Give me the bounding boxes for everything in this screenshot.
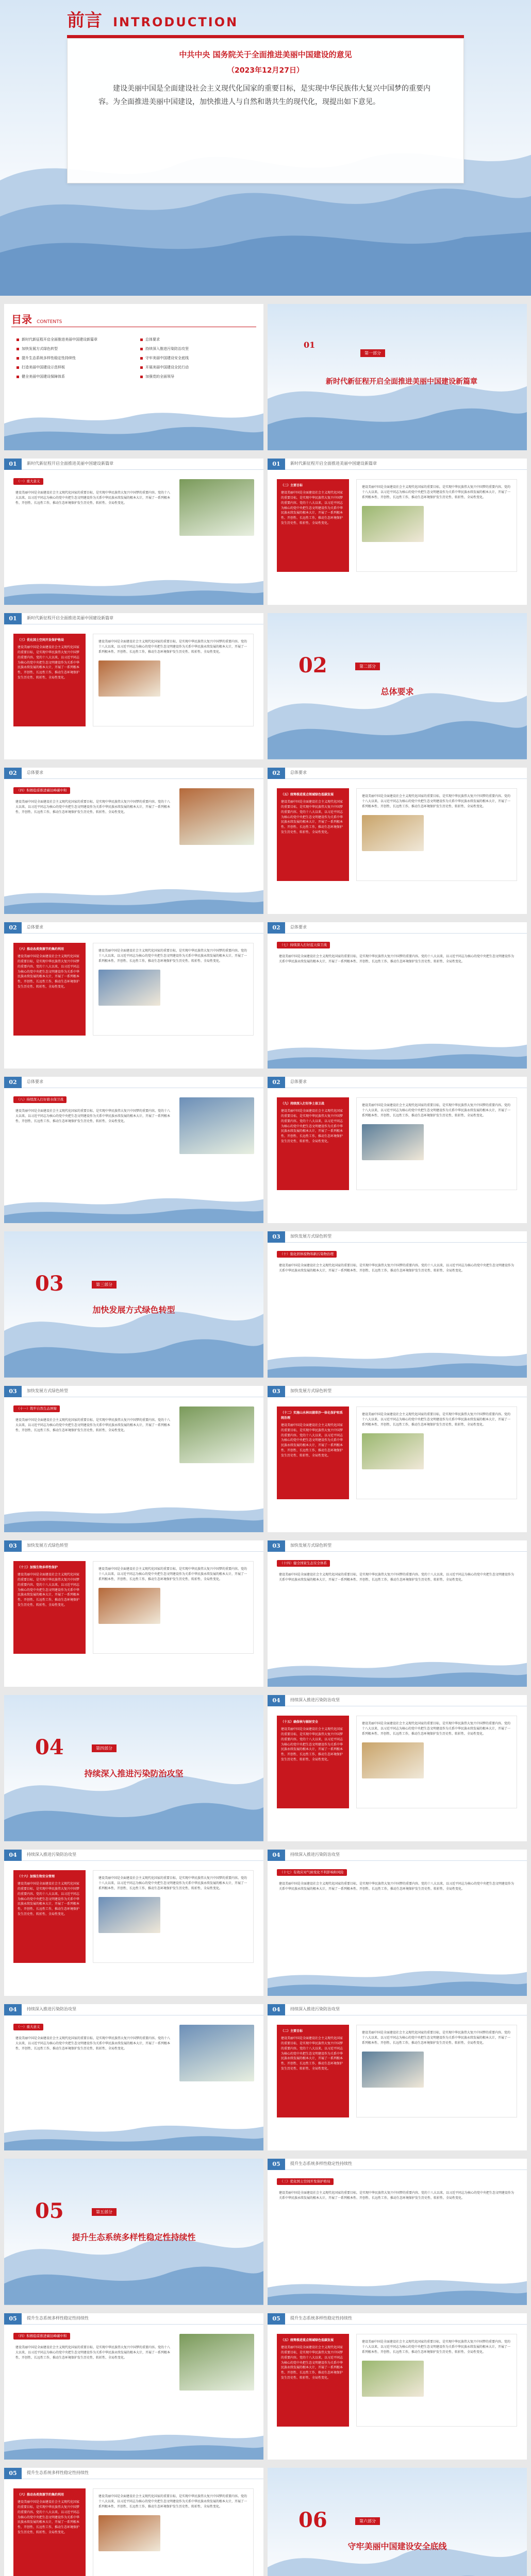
preface-body: 建设美丽中国是全面建设社会主义现代化国家的重要目标，是实现中华民族伟大复兴中国梦的重要内容。为全面推进美丽中国建设，加快推进人与自然和谐共生的现代化，现提出如下意见。 [98, 84, 430, 106]
content-slide [268, 1077, 527, 1223]
mountain-bg [268, 1037, 527, 1069]
body-text: 建设美丽中国是全面建设社会主义现代化国家的重要目标，是实现中华民族伟大复兴中国梦的重要内容。党的十八大以来，以习近平同志为核心的党中央把生态文明建设作为关系中华民族永续发展的根本大计，开展了一系列根本性、开创性、长远性工作，推动生态环境保护发生历史性、转折性、全局性变化。 [279, 1264, 515, 1273]
mountain-bg [268, 1655, 527, 1687]
photo-image [179, 2334, 254, 2391]
slide-title: 总体要求 [290, 1079, 307, 1084]
red-panel-title: （十二）实施山水林田湖草沙一体化保护和系统治理 [281, 1411, 343, 1420]
slide-title: 持续深入推进污染防治攻坚 [290, 1852, 340, 1857]
content-slide [268, 1386, 527, 1532]
photo-image [98, 1588, 160, 1624]
red-panel-text: 建设美丽中国是全面建设社会主义现代化国家的重要目标，是实现中华民族伟大复兴中国梦的重要内容。党的十八大以来，以习近平同志为核心的党中央把生态文明建设作为关系中华民族永续发展的根本大计，开展了一系列根本性、开创性、长远性工作，推动生态环境保护发生历史性、转折性、全局性变化。 [281, 1727, 343, 1762]
slide-header [268, 1231, 527, 1243]
body-text: 建设美丽中国是全面建设社会主义现代化国家的重要目标，是实现中华民族伟大复兴中国梦的重要内容。党的十八大以来，以习近平同志为核心的党中央把生态文明建设作为关系中华民族永续发展的根本大计，开展了一系列根本性、开创性、长远性工作，推动生态环境保护发生历史性、转折性、全局性变化。 [15, 1418, 171, 1433]
body-text: 建设美丽中国是全面建设社会主义现代化国家的重要目标，是实现中华民族伟大复兴中国梦的重要内容。党的十八大以来，以习近平同志为核心的党中央把生态文明建设作为关系中华民族永续发展的根本大计，开展了一系列根本性、开创性、长远性工作，推动生态环境保护发生历史性、转折性、全局性变化。 [279, 955, 515, 964]
slide-number: 02 [268, 922, 285, 934]
toc-item-label: 总体要求 [145, 337, 160, 342]
part-number: 02 [298, 653, 327, 677]
slide-number: 02 [268, 1077, 285, 1088]
part-label: 第二部分 [355, 663, 380, 670]
slide-number: 03 [4, 1386, 22, 1397]
photo-image [362, 1742, 424, 1778]
slide-title: 加快发展方式绿色转型 [290, 1234, 331, 1239]
content-slide [4, 1077, 263, 1223]
body-text: 建设美丽中国是全面建设社会主义现代化国家的重要目标，是实现中华民族伟大复兴中国梦的重要内容。党的十八大以来，以习近平同志为核心的党中央把生态文明建设作为关系中华民族永续发展的根本大计，开展了一系列根本性、开创性、长远性工作，推动生态环境保护发生历史性、转折性、全局性变化。 [98, 2495, 247, 2509]
bullet-icon [16, 366, 19, 369]
toc-item[interactable] [140, 374, 254, 379]
slide-header [4, 1386, 263, 1397]
part-title: 加快发展方式绿色转型 [92, 1305, 175, 1315]
header-rule [22, 1860, 263, 1861]
header-rule [285, 2324, 527, 2325]
red-panel-title: （十五）确保核与辐射安全 [281, 1720, 319, 1724]
part-title: 提升生态系统多样性稳定性持续性 [72, 2232, 196, 2242]
red-panel-text: 建设美丽中国是全面建设社会主义现代化国家的重要目标，是实现中华民族伟大复兴中国梦的重要内容。党的十八大以来，以习近平同志为核心的党中央把生态文明建设作为关系中华民族永续发展的根本大计，开展了一系列根本性、开创性、长远性工作，推动生态环境保护发生历史性、转折性、全局性变化。 [281, 2036, 343, 2071]
content-slide [268, 459, 527, 605]
toc-item-label: 守牢美丽中国建设安全底线 [145, 356, 189, 360]
bullet-icon [16, 357, 19, 360]
header-rule [285, 1551, 527, 1552]
red-panel-title: （五）统筹推进重点领域绿色低碳发展 [281, 2338, 334, 2342]
content-slide [268, 1850, 527, 1996]
body-text: 建设美丽中国是全面建设社会主义现代化国家的重要目标，是实现中华民族伟大复兴中国梦的重要内容。党的十八大以来，以习近平同志为核心的党中央把生态文明建设作为关系中华民族永续发展的根本大计，开展了一系列根本性、开创性、长远性工作，推动生态环境保护发生历史性、转折性、全局性变化。 [362, 794, 511, 809]
slide-title: 新时代新征程开启全面推进美丽中国建设新篇章 [27, 461, 113, 466]
photo-image [98, 970, 160, 1006]
text-panel [356, 1406, 517, 1499]
header-rule [22, 933, 263, 934]
slide-title: 持续深入推进污染防治攻坚 [290, 2007, 340, 2011]
toc-item-label: 新时代新征程开启全面推进美丽中国建设新篇章 [22, 337, 97, 342]
slide-number: 01 [4, 459, 22, 470]
red-panel [13, 943, 86, 1036]
red-panel-text: 建设美丽中国是全面建设社会主义现代化国家的重要目标，是实现中华民族伟大复兴中国梦的重要内容。党的十八大以来，以习近平同志为核心的党中央把生态文明建设作为关系中华民族永续发展的根本大计，开展了一系列根本性、开创性、长远性工作，推动生态环境保护发生历史性、转折性、全局性变化。 [18, 1882, 80, 1917]
photo-image [179, 479, 254, 536]
mountain-bg [4, 1500, 263, 1532]
toc-item[interactable] [140, 355, 254, 361]
content-slide [4, 922, 263, 1069]
content-slide [4, 768, 263, 914]
section-tag: （一）重大意义 [13, 2024, 43, 2030]
toc-item[interactable] [16, 355, 130, 361]
slide-title: 持续深入推进污染防治攻坚 [27, 1852, 76, 1857]
mountain-bg [268, 1964, 527, 1996]
red-panel-text: 建设美丽中国是全面建设社会主义现代化国家的重要目标，是实现中华民族伟大复兴中国梦的重要内容。党的十八大以来，以习近平同志为核心的党中央把生态文明建设作为关系中华民族永续发展的根本大计，开展了一系列根本性、开创性、长远性工作，推动生态环境保护发生历史性、转折性、全局性变化。 [18, 954, 80, 989]
header-rule [285, 933, 527, 934]
content-slide [4, 1386, 263, 1532]
header-rule [285, 778, 527, 779]
toc-item-label: 提升生态系统多样性稳定性持续性 [22, 356, 76, 360]
slide-number: 02 [4, 1077, 22, 1088]
slide-header [4, 1850, 263, 1861]
header-rule [285, 469, 527, 470]
slide-number: 05 [4, 2313, 22, 2325]
red-panel [277, 479, 349, 572]
content-slide [4, 459, 263, 605]
text-panel [93, 2488, 254, 2576]
header-rule [285, 1860, 527, 1861]
slide-header [268, 2159, 527, 2170]
slide-header [4, 768, 263, 779]
slide-number: 04 [4, 1850, 22, 1861]
red-panel-text: 建设美丽中国是全面建设社会主义现代化国家的重要目标，是实现中华民族伟大复兴中国梦的重要内容。党的十八大以来，以习近平同志为核心的党中央把生态文明建设作为关系中华民族永续发展的根本大计，开展了一系列根本性、开创性、长远性工作，推动生态环境保护发生历史性、转折性、全局性变化。 [18, 1572, 80, 1607]
red-panel-title: （二）主要目标 [281, 2029, 303, 2033]
body-text: 建设美丽中国是全面建设社会主义现代化国家的重要目标，是实现中华民族伟大复兴中国梦的重要内容。党的十八大以来，以习近平同志为核心的党中央把生态文明建设作为关系中华民族永续发展的根本大计，开展了一系列根本性、开创性、长远性工作，推动生态环境保护发生历史性、转折性、全局性变化。 [15, 1109, 171, 1124]
slide-header [4, 1077, 263, 1088]
text-panel [356, 2025, 517, 2117]
red-panel [277, 1406, 349, 1499]
slide-header [4, 2313, 263, 2325]
content-slide [4, 2004, 263, 2150]
content-slide [268, 768, 527, 914]
content-slide [268, 2004, 527, 2150]
slide-header [4, 2004, 263, 2015]
red-panel-text: 建设美丽中国是全面建设社会主义现代化国家的重要目标，是实现中华民族伟大复兴中国梦的重要内容。党的十八大以来，以习近平同志为核心的党中央把生态文明建设作为关系中华民族永续发展的根本大计，开展了一系列根本性、开创性、长远性工作，推动生态环境保护发生历史性、转折性、全局性变化。 [281, 2345, 343, 2380]
body-text: 建设美丽中国是全面建设社会主义现代化国家的重要目标，是实现中华民族伟大复兴中国梦的重要内容。党的十八大以来，以习近平同志为核心的党中央把生态文明建设作为关系中华民族永续发展的根本大计，开展了一系列根本性、开创性、长远性工作，推动生态环境保护发生历史性、转折性、全局性变化。 [98, 949, 247, 963]
body-text: 建设美丽中国是全面建设社会主义现代化国家的重要目标，是实现中华民族伟大复兴中国梦的重要内容。党的十八大以来，以习近平同志为核心的党中央把生态文明建设作为关系中华民族永续发展的根本大计，开展了一系列根本性、开创性、长远性工作，推动生态环境保护发生历史性、转折性、全局性变化。 [98, 1567, 247, 1582]
slide-number: 03 [268, 1386, 285, 1397]
content-slide [268, 2313, 527, 2460]
slide-number: 02 [4, 768, 22, 779]
slide-header [4, 1540, 263, 1552]
mountain-bg [4, 398, 263, 450]
part-number: 01 [304, 340, 316, 350]
slide-header [4, 2468, 263, 2479]
red-panel-title: （九）持续深入打好净土保卫战 [281, 1102, 325, 1106]
red-panel-text: 建设美丽中国是全面建设社会主义现代化国家的重要目标，是实现中华民族伟大复兴中国梦的重要内容。党的十八大以来，以习近平同志为核心的党中央把生态文明建设作为关系中华民族永续发展的根本大计，开展了一系列根本性、开创性、长远性工作，推动生态环境保护发生历史性、转折性、全局性变化。 [18, 2500, 80, 2535]
photo-image [179, 1097, 254, 1154]
section-tag: （十四）健全国家生态安全体系 [277, 1560, 330, 1567]
red-panel [13, 2488, 86, 2576]
header-rule [22, 1551, 263, 1552]
red-panel-title: （五）统筹推进重点领域绿色低碳发展 [281, 793, 334, 796]
slide-header [4, 922, 263, 934]
toc-list [16, 337, 254, 379]
bullet-icon [140, 338, 143, 341]
mountain-bg [4, 2428, 263, 2460]
text-panel [93, 1561, 254, 1654]
preface-card [67, 38, 464, 183]
red-panel [277, 788, 349, 881]
body-text: 建设美丽中国是全面建设社会主义现代化国家的重要目标，是实现中华民族伟大复兴中国梦的重要内容。党的十八大以来，以习近平同志为核心的党中央把生态文明建设作为关系中华民族永续发展的根本大计，开展了一系列根本性、开创性、长远性工作，推动生态环境保护发生历史性、转折性、全局性变化。 [279, 1882, 515, 1891]
toc-title-group [11, 311, 62, 326]
bullet-icon [16, 376, 19, 378]
slide-header [268, 1077, 527, 1088]
red-panel-text: 建设美丽中国是全面建设社会主义现代化国家的重要目标，是实现中华民族伟大复兴中国梦的重要内容。党的十八大以来，以习近平同志为核心的党中央把生态文明建设作为关系中华民族永续发展的根本大计，开展了一系列根本性、开创性、长远性工作，推动生态环境保护发生历史性、转折性、全局性变化。 [281, 1109, 343, 1144]
toc-item-label: 打造美丽中国建设示范样板 [22, 365, 65, 369]
mountain-bg [4, 2119, 263, 2150]
bullet-icon [16, 338, 19, 341]
bullet-icon [140, 357, 143, 360]
red-panel-title: （六）推动各类资源节约集约利用 [18, 2493, 64, 2497]
part-number: 03 [35, 1272, 64, 1296]
photo-image [179, 788, 254, 845]
slide-header [268, 1386, 527, 1397]
slide-header [268, 1540, 527, 1552]
bullet-icon [16, 348, 19, 350]
part-title: 总体要求 [380, 687, 414, 697]
slide-header [4, 613, 263, 624]
slide-number: 01 [268, 459, 285, 470]
section-tag: （十）强化固体废物和新污染物治理 [277, 1251, 337, 1258]
part-title: 守牢美丽中国建设安全底线 [347, 2541, 447, 2551]
body-text: 建设美丽中国是全面建设社会主义现代化国家的重要目标，是实现中华民族伟大复兴中国梦的重要内容。党的十八大以来，以习近平同志为核心的党中央把生态文明建设作为关系中华民族永续发展的根本大计，开展了一系列根本性、开创性、长远性工作，推动生态环境保护发生历史性、转折性、全局性变化。 [15, 491, 171, 505]
slide-number: 01 [4, 613, 22, 624]
section-tag: （四）积极稳妥推进碳达峰碳中和 [13, 787, 70, 794]
red-panel-text: 建设美丽中国是全面建设社会主义现代化国家的重要目标，是实现中华民族伟大复兴中国梦的重要内容。党的十八大以来，以习近平同志为核心的党中央把生态文明建设作为关系中华民族永续发展的根本大计，开展了一系列根本性、开创性、长远性工作，推动生态环境保护发生历史性、转折性、全局性变化。 [18, 645, 80, 680]
red-panel [277, 1097, 349, 1190]
slide-title: 加快发展方式绿色转型 [27, 1543, 68, 1548]
part01-cover [268, 304, 527, 450]
slide-header [268, 922, 527, 934]
slide-title: 加快发展方式绿色转型 [27, 1388, 68, 1393]
part-number: 05 [35, 2199, 64, 2223]
red-panel [277, 1716, 349, 1808]
slide-title: 总体要求 [290, 925, 307, 929]
photo-image [362, 506, 424, 542]
part-number: 04 [35, 1735, 64, 1759]
preface-title: 前言 [67, 10, 102, 31]
preface-subtitle: INTRODUCTION [113, 15, 239, 29]
red-panel-text: 建设美丽中国是全面建设社会主义现代化国家的重要目标，是实现中华民族伟大复兴中国梦的重要内容。党的十八大以来，以习近平同志为核心的党中央把生态文明建设作为关系中华民族永续发展的根本大计，开展了一系列根本性、开创性、长远性工作，推动生态环境保护发生历史性、转折性、全局性变化。 [281, 800, 343, 835]
header-rule [22, 469, 263, 470]
red-panel [13, 1870, 86, 1963]
red-panel-text: 建设美丽中国是全面建设社会主义现代化国家的重要目标，是实现中华民族伟大复兴中国梦的重要内容。党的十八大以来，以习近平同志为核心的党中央把生态文明建设作为关系中华民族永续发展的根本大计，开展了一系列根本性、开创性、长远性工作，推动生态环境保护发生历史性、转折性、全局性变化。 [281, 490, 343, 526]
toc-item[interactable] [16, 337, 130, 342]
photo-image [362, 2052, 424, 2088]
content-slide [268, 2468, 527, 2576]
slide-number: 05 [268, 2313, 285, 2325]
slide-title: 新时代新征程开启全面推进美丽中国建设新篇章 [290, 461, 377, 466]
slide-title: 总体要求 [27, 1079, 43, 1084]
body-text: 建设美丽中国是全面建设社会主义现代化国家的重要目标，是实现中华民族伟大复兴中国梦的重要内容。党的十八大以来，以习近平同志为核心的党中央把生态文明建设作为关系中华民族永续发展的根本大计，开展了一系列根本性、开创性、长远性工作，推动生态环境保护发生历史性、转折性、全局性变化。 [362, 1413, 511, 1427]
toc-slide [4, 304, 263, 450]
slide-title: 持续深入推进污染防治攻坚 [27, 2007, 76, 2011]
body-text: 建设美丽中国是全面建设社会主义现代化国家的重要目标，是实现中华民族伟大复兴中国梦的重要内容。党的十八大以来，以习近平同志为核心的党中央把生态文明建设作为关系中华民族永续发展的根本大计，开展了一系列根本性、开创性、长远性工作，推动生态环境保护发生历史性、转折性、全局性变化。 [362, 1722, 511, 1736]
text-panel [93, 634, 254, 726]
bullet-icon [140, 376, 143, 378]
section-tag: （十七）有效应对气候变化不利影响和风险 [277, 1869, 347, 1876]
section-tag: （一）重大意义 [13, 478, 43, 485]
slide-header [268, 1850, 527, 1861]
part-title: 新时代新征程开启全面推进美丽中国建设新篇章 [326, 378, 477, 386]
header-rule [22, 778, 263, 779]
section-tag: （八）持续深入打好碧水保卫战 [13, 1096, 67, 1103]
photo-image [179, 2025, 254, 2081]
slide-header [268, 2313, 527, 2325]
mountain-bg [268, 1346, 527, 1378]
photo-image [98, 1897, 160, 1933]
text-panel [356, 788, 517, 881]
body-text: 建设美丽中国是全面建设社会主义现代化国家的重要目标，是实现中华民族伟大复兴中国梦的重要内容。党的十八大以来，以习近平同志为核心的党中央把生态文明建设作为关系中华民族永续发展的根本大计，开展了一系列根本性、开创性、长远性工作，推动生态环境保护发生历史性、转折性、全局性变化。 [362, 485, 511, 500]
content-slide [4, 613, 263, 759]
content-slide [268, 1695, 527, 1841]
mountain-bg [268, 2529, 527, 2576]
toc-item[interactable] [16, 365, 130, 370]
photo-image [179, 1406, 254, 1463]
slide-number: 04 [268, 1850, 285, 1861]
part-label: 第六部分 [355, 2517, 380, 2525]
slide-number: 05 [4, 2468, 22, 2479]
content-slide [268, 613, 527, 759]
body-text: 建设美丽中国是全面建设社会主义现代化国家的重要目标，是实现中华民族伟大复兴中国梦的重要内容。党的十八大以来，以习近平同志为核心的党中央把生态文明建设作为关系中华民族永续发展的根本大计，开展了一系列根本性、开创性、长远性工作，推动生态环境保护发生历史性、转折性、全局性变化。 [98, 1876, 247, 1891]
body-text: 建设美丽中国是全面建设社会主义现代化国家的重要目标，是实现中华民族伟大复兴中国梦的重要内容。党的十八大以来，以习近平同志为核心的党中央把生态文明建设作为关系中华民族永续发展的根本大计，开展了一系列根本性、开创性、长远性工作，推动生态环境保护发生历史性、转折性、全局性变化。 [15, 2037, 171, 2051]
content-slide [4, 1850, 263, 1996]
toc-item-label: 开展美丽中国建设全民行动 [145, 365, 189, 369]
toc-item-label: 加快发展方式绿色转型 [22, 347, 58, 351]
red-panel-title: （三）优化国土空间开发保护格局 [18, 638, 64, 642]
toc-item-label: 持续深入推进污染防治攻坚 [145, 347, 189, 351]
part-label: 第四部分 [92, 1744, 117, 1752]
text-panel [93, 1870, 254, 1963]
slide-number: 04 [4, 2004, 22, 2015]
photo-image [98, 660, 160, 697]
header-rule [285, 1242, 527, 1243]
mountain-bg [4, 1191, 263, 1223]
slide-title: 提升生态系统多样性稳定性持续性 [290, 2161, 352, 2166]
slide-title: 持续深入推进污染防治攻坚 [290, 1698, 340, 1702]
preface-doc-title: 中共中央 国务院关于全面推进美丽中国建设的意见 [179, 50, 352, 59]
toc-item[interactable] [140, 346, 254, 351]
photo-image [362, 815, 424, 851]
red-panel [277, 2334, 349, 2427]
preface-doc-date: （2023年12月27日） [227, 66, 304, 75]
mountain-bg [4, 573, 263, 605]
slide-title: 总体要求 [27, 770, 43, 775]
slide-header [268, 1695, 527, 1706]
part-number: 06 [298, 2508, 327, 2532]
slide-title: 提升生态系统多样性稳定性持续性 [27, 2470, 89, 2475]
slide-number: 05 [268, 2159, 285, 2170]
body-text: 建设美丽中国是全面建设社会主义现代化国家的重要目标，是实现中华民族伟大复兴中国梦的重要内容。党的十八大以来，以习近平同志为核心的党中央把生态文明建设作为关系中华民族永续发展的根本大计，开展了一系列根本性、开创性、长远性工作，推动生态环境保护发生历史性、转折性、全局性变化。 [279, 2191, 515, 2200]
photo-image [362, 1433, 424, 1469]
body-text: 建设美丽中国是全面建设社会主义现代化国家的重要目标，是实现中华民族伟大复兴中国梦的重要内容。党的十八大以来，以习近平同志为核心的党中央把生态文明建设作为关系中华民族永续发展的根本大计，开展了一系列根本性、开创性、长远性工作，推动生态环境保护发生历史性、转折性、全局性变化。 [362, 2340, 511, 2354]
slide-title: 新时代新征程开启全面推进美丽中国建设新篇章 [27, 616, 113, 620]
body-text: 建设美丽中国是全面建设社会主义现代化国家的重要目标，是实现中华民族伟大复兴中国梦的重要内容。党的十八大以来，以习近平同志为核心的党中央把生态文明建设作为关系中华民族永续发展的根本大计，开展了一系列根本性、开创性、长远性工作，推动生态环境保护发生历史性、转折性、全局性变化。 [98, 640, 247, 654]
photo-image [362, 1124, 424, 1160]
red-panel-text: 建设美丽中国是全面建设社会主义现代化国家的重要目标，是实现中华民族伟大复兴中国梦的重要内容。党的十八大以来，以习近平同志为核心的党中央把生态文明建设作为关系中华民族永续发展的根本大计，开展了一系列根本性、开创性、长远性工作，推动生态环境保护发生历史性、转折性、全局性变化。 [281, 1423, 343, 1458]
red-panel-title: （十三）加强生物多样性保护 [18, 1566, 58, 1569]
slide-title: 加快发展方式绿色转型 [290, 1388, 331, 1393]
preface-title-group [67, 6, 238, 31]
slide-title: 提升生态系统多样性稳定性持续性 [290, 2316, 352, 2320]
toc-item-label: 加强党的全面领导 [145, 375, 174, 379]
slide-title: 加快发展方式绿色转型 [290, 1543, 331, 1548]
preface-slide [0, 0, 531, 296]
slide-number: 03 [4, 1540, 22, 1552]
body-text: 建设美丽中国是全面建设社会主义现代化国家的重要目标，是实现中华民族伟大复兴中国梦的重要内容。党的十八大以来，以习近平同志为核心的党中央把生态文明建设作为关系中华民族永续发展的根本大计，开展了一系列根本性、开创性、长远性工作，推动生态环境保护发生历史性、转折性、全局性变化。 [15, 2346, 171, 2360]
slide-header [4, 459, 263, 470]
slide-number: 04 [268, 1695, 285, 1706]
text-panel [356, 1716, 517, 1808]
header-rule [22, 2324, 263, 2325]
toc-subtitle: CONTENTS [37, 319, 62, 325]
content-slide [268, 922, 527, 1069]
red-panel [13, 634, 86, 726]
slide-header [268, 768, 527, 779]
slide-title: 总体要求 [290, 770, 307, 775]
content-slide [4, 1540, 263, 1687]
content-slide [4, 1231, 263, 1378]
slide-number: 04 [268, 2004, 285, 2015]
toc-title: 目录 [11, 313, 32, 326]
content-slide [4, 2313, 263, 2460]
toc-item[interactable] [16, 346, 130, 351]
text-panel [356, 2334, 517, 2427]
slide-header [268, 2004, 527, 2015]
red-panel-title: （六）推动各类资源节约集约利用 [18, 947, 64, 951]
toc-item[interactable] [140, 365, 254, 370]
slide-title: 总体要求 [27, 925, 43, 929]
slide-title: 提升生态系统多样性稳定性持续性 [27, 2316, 89, 2320]
red-panel-title: （二）主要目标 [281, 484, 303, 487]
part-title: 持续深入推进污染防治攻坚 [84, 1769, 184, 1778]
body-text: 建设美丽中国是全面建设社会主义现代化国家的重要目标，是实现中华民族伟大复兴中国梦的重要内容。党的十八大以来，以习近平同志为核心的党中央把生态文明建设作为关系中华民族永续发展的根本大计，开展了一系列根本性、开创性、长远性工作，推动生态环境保护发生历史性、转折性、全局性变化。 [362, 1104, 511, 1118]
part-label: 第五部分 [92, 2208, 117, 2216]
slide-number: 03 [268, 1231, 285, 1243]
body-text: 建设美丽中国是全面建设社会主义现代化国家的重要目标，是实现中华民族伟大复兴中国梦的重要内容。党的十八大以来，以习近平同志为核心的党中央把生态文明建设作为关系中华民族永续发展的根本大计，开展了一系列根本性、开创性、长远性工作，推动生态环境保护发生历史性、转折性、全局性变化。 [279, 1573, 515, 1582]
content-slide [4, 1695, 263, 1841]
mountain-bg [4, 882, 263, 914]
toc-item[interactable] [16, 374, 130, 379]
slide-header [268, 459, 527, 470]
content-slide [4, 2159, 263, 2305]
content-slide [268, 1231, 527, 1378]
slide-number: 02 [4, 922, 22, 934]
red-panel [277, 2025, 349, 2117]
part-label: 第三部分 [92, 1281, 117, 1289]
red-panel [13, 1561, 86, 1654]
photo-image [362, 2361, 424, 2397]
content-slide [4, 2468, 263, 2576]
text-panel [356, 1097, 517, 1190]
bullet-icon [140, 366, 143, 369]
photo-image [98, 2515, 160, 2551]
body-text: 建设美丽中国是全面建设社会主义现代化国家的重要目标，是实现中华民族伟大复兴中国梦的重要内容。党的十八大以来，以习近平同志为核心的党中央把生态文明建设作为关系中华民族永续发展的根本大计，开展了一系列根本性、开创性、长远性工作，推动生态环境保护发生历史性、转折性、全局性变化。 [15, 800, 171, 815]
content-slide [268, 2159, 527, 2305]
slide-number: 03 [268, 1540, 285, 1552]
body-text: 建设美丽中国是全面建设社会主义现代化国家的重要目标，是实现中华民族伟大复兴中国梦的重要内容。党的十八大以来，以习近平同志为核心的党中央把生态文明建设作为关系中华民族永续发展的根本大计，开展了一系列根本性、开创性、长远性工作，推动生态环境保护发生历史性、转折性、全局性变化。 [362, 2031, 511, 2045]
part-label: 第一部分 [360, 349, 385, 357]
mountain-bg [268, 2273, 527, 2305]
text-panel [356, 479, 517, 572]
red-panel-title: （十六）加强生物安全管理 [18, 1875, 55, 1878]
text-panel [93, 943, 254, 1036]
bullet-icon [140, 348, 143, 350]
section-tag: （四）积极稳妥推进碳达峰碳中和 [13, 2333, 70, 2340]
section-tag: （十一）筑牢自然生态屏障 [13, 1405, 60, 1412]
toc-item-label: 健全美丽中国建设保障体系 [22, 375, 65, 379]
toc-item[interactable] [140, 337, 254, 342]
section-tag: （七）持续深入打好蓝天保卫战 [277, 942, 330, 948]
content-slide [268, 1540, 527, 1687]
slide-number: 02 [268, 768, 285, 779]
section-tag: （三）优化国土空间开发保护格局 [277, 2178, 334, 2185]
